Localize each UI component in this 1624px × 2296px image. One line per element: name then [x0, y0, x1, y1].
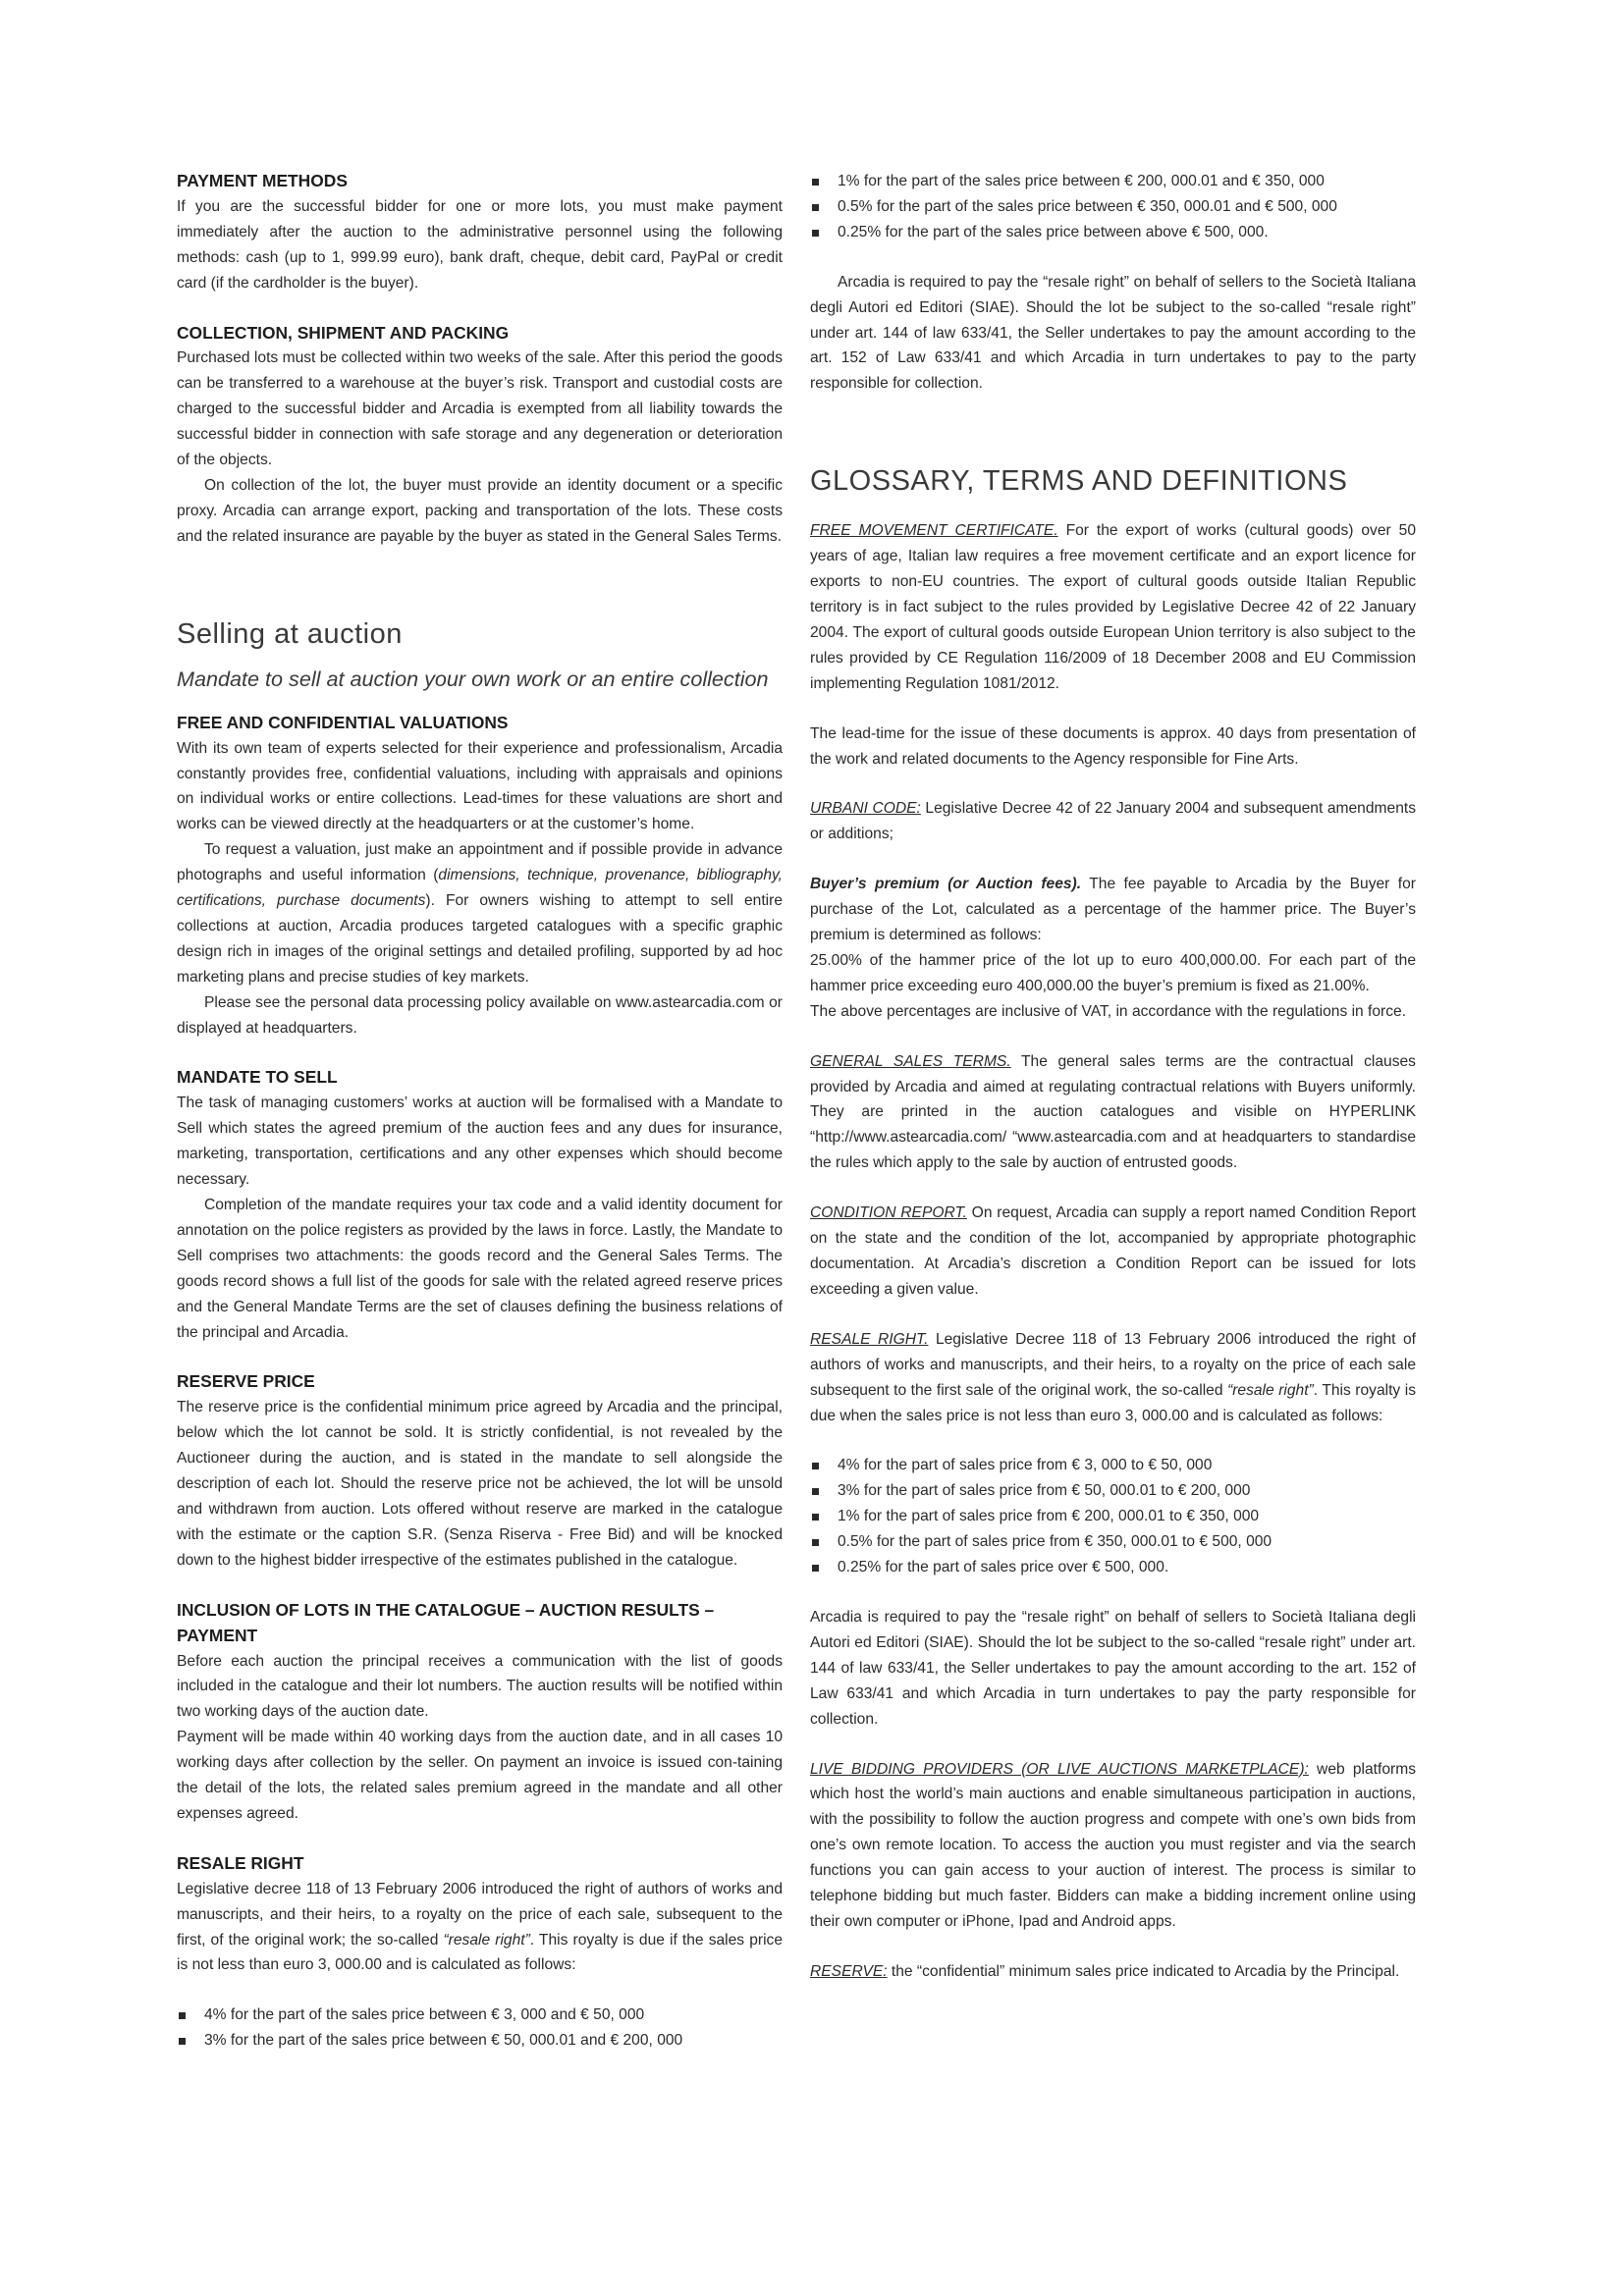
resale-rate-list-left: [177, 2002, 783, 2054]
list-item: 4% for the part of the sales price between € 3, 000 and € 50, 000: [177, 2002, 783, 2028]
section-subtitle-mandate: Mandate to sell at auction your own work or an entire collection: [177, 666, 769, 691]
heading-resale-right: RESALE RIGHT: [177, 1852, 304, 1873]
list-item: 0.5% for the part of sales price from € 350, 000.01 to € 500, 000: [810, 1529, 1416, 1555]
mandate-text-2: Completion of the mandate requires your tax code and a valid identity document for annotation on the police registers as provided by the laws in force. Lastly, the Mandate to Sell comprises two attachments: the goods record and the General Sales Terms. The goods record shows a full list of the goods for sale with the related agreed reserve prices and the General Mandate Terms are the set of clauses defining the business relations of the principal and Arcadia.: [177, 1197, 783, 1341]
glossary-resale-right: RESALE RIGHT. Legislative Decree 118 of 13 February 2006 introduced the right of authors of works and manuscripts, and their heirs, to a royalty on the price of each sale subsequent to the first sale of the original work, the so-called “resale right”. This royalty is due when the sales price is not less than euro 3, 000.00 and is calculated as follows:: [810, 1330, 1417, 1424]
list-item: 3% for the part of sales price from € 50, 000.01 to € 200, 000: [810, 1478, 1416, 1504]
term-label: RESALE RIGHT.: [810, 1330, 929, 1348]
term-label: Buyer’s premium (or Auction fees).: [810, 876, 1082, 893]
term-label: RESERVE:: [810, 1962, 888, 1980]
list-item: 4% for the part of sales price from € 3, 000 to € 50, 000: [810, 1453, 1416, 1478]
heading-payment-methods: PAYMENT METHODS: [177, 171, 348, 190]
list-item: 0.5% for the part of the sales price between € 350, 000.01 and € 500, 000: [810, 194, 1416, 220]
glossary-buyers-premium-vat: The above percentages are inclusive of VAT, in accordance with the regulations in force.: [810, 1002, 1407, 1020]
term-label: CONDITION REPORT.: [810, 1204, 967, 1222]
collection-text-2: On collection of the lot, the buyer must provide an identity document or a specific proxy. Arcadia can arrange export, packing and transportation of the lots. These costs and the related insurance are payable by the buyer as stated in the General Sales Terms.: [177, 476, 783, 545]
glossary-urbani-code: URBANI CODE: Legislative Decree 42 of 22 January 2004 and subsequent amendments or additions;: [810, 800, 1416, 843]
list-item: 3% for the part of the sales price between € 50, 000.01 and € 200, 000: [177, 2028, 783, 2054]
heading-mandate: MANDATE TO SELL: [177, 1067, 338, 1088]
glossary-reserve: RESERVE: the “confidential” minimum sales price indicated to Arcadia by the Principal.: [810, 1962, 1400, 1980]
heading-collection: COLLECTION, SHIPMENT AND PACKING: [177, 322, 510, 343]
resale-rate-list-right: [810, 169, 1416, 245]
collection-text-1: Purchased lots must be collected within two weeks of the sale. After this period the goods can be transferred to a warehouse at the buyer’s risk. Transport and custodial costs are charged to the successful bidder and Arcadia is exempted from all liability towards the successful bidder in connection with safe storage and any degeneration or deterioration of the objects.: [177, 349, 783, 469]
glossary-buyers-premium-rates: 25.00% of the hammer price of the lot up to euro 400,000.00. For each part of the hammer price exceeding euro 400,000.00 the buyer’s premium is fixed as 21.00%.: [810, 951, 1416, 994]
list-item: 0.25% for the part of the sales price between above € 500, 000.: [810, 220, 1416, 245]
resale-siae-text: Arcadia is required to pay the “resale right” on behalf of sellers to the Società Italiana degli Autori ed Editori (SIAE). Should the lot be subject to the so-called “resale right” under art. 144 of law 633/41, the Seller undertakes to pay the amount according to the art. 152 of Law 633/41 and which Arcadia in turn undertakes to pay to the party responsible for collection.: [810, 273, 1416, 393]
list-item: 0.25% for the part of sales price over € 500, 000.: [810, 1555, 1416, 1580]
term-label: URBANI CODE:: [810, 800, 921, 818]
right-column: [810, 169, 1416, 1985]
glossary-general-sales-terms: GENERAL SALES TERMS. The general sales terms are the contractual clauses provided by Arcadia and aimed at regulating contractual relations with Buyers uniformly. They are printed in the auction catalogues and visible on HYPERLINK “http://www.astearcadia.com/ “www.astearcadia.com and at headquarters to standardise the rules which apply to the sale by auction of entrusted goods.: [810, 1052, 1416, 1172]
inclusion-text-2: Payment will be made within 40 working days from the auction date, and in all cases 10 working days after collection by the seller. On payment an invoice is issued con-taining the detail of the lots, the related sales premium agreed in the mandate and all other expenses agreed.: [177, 1729, 783, 1822]
glossary-free-movement: FREE MOVEMENT CERTIFICATE. For the export of works (cultural goods) over 50 years of age, Italian law requires a free movement certificate and an export licence for exports to non-EU countries. The export of cultural goods outside Italian Republic territory is in fact subject to the rules provided by Legislative Decree 42 of 22 January 2004. The export of cultural goods outside European Union territory is also subject to the rules provided by CE Regulation 116/2009 of 18 December 2008 and EU Commission implementing Regulation 1081/2012.: [810, 522, 1416, 692]
glossary-resale-rate-list: [810, 1453, 1416, 1580]
valuations-text-1: With its own team of experts selected for their experience and professionalism, Arcadia constantly provides free, confidential valuations, including with appraisals and opinions on individual works or entire collections. Lead-times for these valuations are short and works can be viewed directly at the headquarters or at the customer’s home.: [177, 739, 783, 833]
list-item: 1% for the part of sales price from € 200, 000.01 to € 350, 000: [810, 1504, 1416, 1529]
glossary-live-bidding: LIVE BIDDING PROVIDERS (OR LIVE AUCTIONS MARKETPLACE): web platforms which host the world’s main auctions and enable simultaneous participation in auctions, with the possibility to follow the auction progress and compete with one’s own bids from one’s own remote location. To access the auction you must register and via the search functions you can gain access to your auction of interest. The process is similar to telephone bidding but much faster. Bidders can make a bidding increment online using their own computer or iPhone, Ipad and Android apps.: [810, 1760, 1416, 1930]
inclusion-text-1: Before each auction the principal receives a communication with the list of goods included in the catalogue and their lot numbers. The auction results will be notified within two working days of the auction date.: [177, 1652, 783, 1721]
valuations-text-2: To request a valuation, just make an appointment and if possible provide in advance photographs and useful information (dimensions, technique, provenance, bibliography, certifications, purchase documents). For owners wishing to attempt to sell entire collections at auction, Arcadia produces targeted catalogues with a specific graphic design rich in images of the original settings and detailed profiling, supported by ad hoc marketing plans and precise studies of key markets.: [177, 841, 783, 986]
heading-inclusion: INCLUSION OF LOTS IN THE CATALOGUE – AUCTION RESULTS – PAYMENT: [177, 1599, 715, 1645]
heading-reserve-price: RESERVE PRICE: [177, 1371, 315, 1392]
left-column: [177, 169, 783, 2054]
reserve-price-text: The reserve price is the confidential minimum price agreed by Arcadia and the principal, below which the lot cannot be sold. It is strictly confidential, is not revealed by the Auctioneer during the auction, and is stated in the mandate to sell alongside the description of each lot. Should the reserve price not be achieved, the lot will be unsold and withdrawn from auction. Lots offered without reserve are marked in the catalogue with the estimate or the caption S.R. (Senza Riserva - Free Bid) and will be knocked down to the highest bidder irrespective of the estimates published in the catalogue.: [177, 1399, 783, 1569]
glossary-lead-time: The lead-time for the issue of these documents is approx. 40 days from presentation of the work and related documents to the Agency responsible for Fine Arts.: [810, 724, 1416, 768]
heading-valuations: FREE AND CONFIDENTIAL VALUATIONS: [177, 712, 509, 732]
resale-right-text: Legislative decree 118 of 13 February 2006 introduced the right of authors of works and manuscripts, and their heirs, to a royalty on the price of each sale, subsequent to the first, of the original work; the so-called “resale right”. This royalty is due if the sales price is not less than euro 3, 000.00 and is calculated as follows:: [177, 1880, 783, 1974]
payment-methods-text: If you are the successful bidder for one or more lots, you must make payment immediately after the auction to the administrative personnel using the following methods: cash (up to 1, 999.99 euro), bank draft, cheque, debit card, PayPal or credit card (if the cardholder is the buyer).: [177, 197, 783, 292]
valuations-text-3: Please see the personal data processing policy available on www.astearcadia.com or displayed at headquarters.: [177, 993, 783, 1037]
list-item: 1% for the part of the sales price between € 200, 000.01 and € 350, 000: [810, 169, 1416, 194]
section-title-selling: Selling at auction: [177, 617, 403, 650]
term-label: LIVE BIDDING PROVIDERS (OR LIVE AUCTIONS MARKETPLACE):: [810, 1760, 1309, 1778]
glossary-condition-report: CONDITION REPORT. On request, Arcadia can supply a report named Condition Report on the state and the condition of the lot, accompanied by appropriate photographic documentation. At Arcadia’s discretion a Condition Report can be issued for lots exceeding a given value.: [810, 1204, 1416, 1298]
term-label: GENERAL SALES TERMS.: [810, 1052, 1011, 1070]
term-label: FREE MOVEMENT CERTIFICATE.: [810, 522, 1058, 540]
glossary-resale-siae: Arcadia is required to pay the “resale right” on behalf of sellers to Società Italiana degli Autori ed Editori (SIAE). Should the lot be subject to the so-called “resale right” under art. 144 of law 633/41, the Seller undertakes to pay the amount according to the art. 152 of Law 633/41 and which Arcadia in turn undertakes to pay the party responsible for collection.: [810, 1608, 1416, 1728]
glossary-buyers-premium: Buyer’s premium (or Auction fees). The fee payable to Arcadia by the Buyer for purchase of the Lot, calculated as a percentage of the hammer price. The Buyer’s premium is determined as follows:: [810, 876, 1417, 944]
glossary-title: GLOSSARY, TERMS AND DEFINITIONS: [810, 465, 1348, 498]
mandate-text-1: The task of managing customers’ works at auction will be formalised with a Mandate to Sell which states the agreed premium of the auction fees and any dues for insurance, marketing, transportation, certifications and any other expenses which should become necessary.: [177, 1095, 783, 1189]
